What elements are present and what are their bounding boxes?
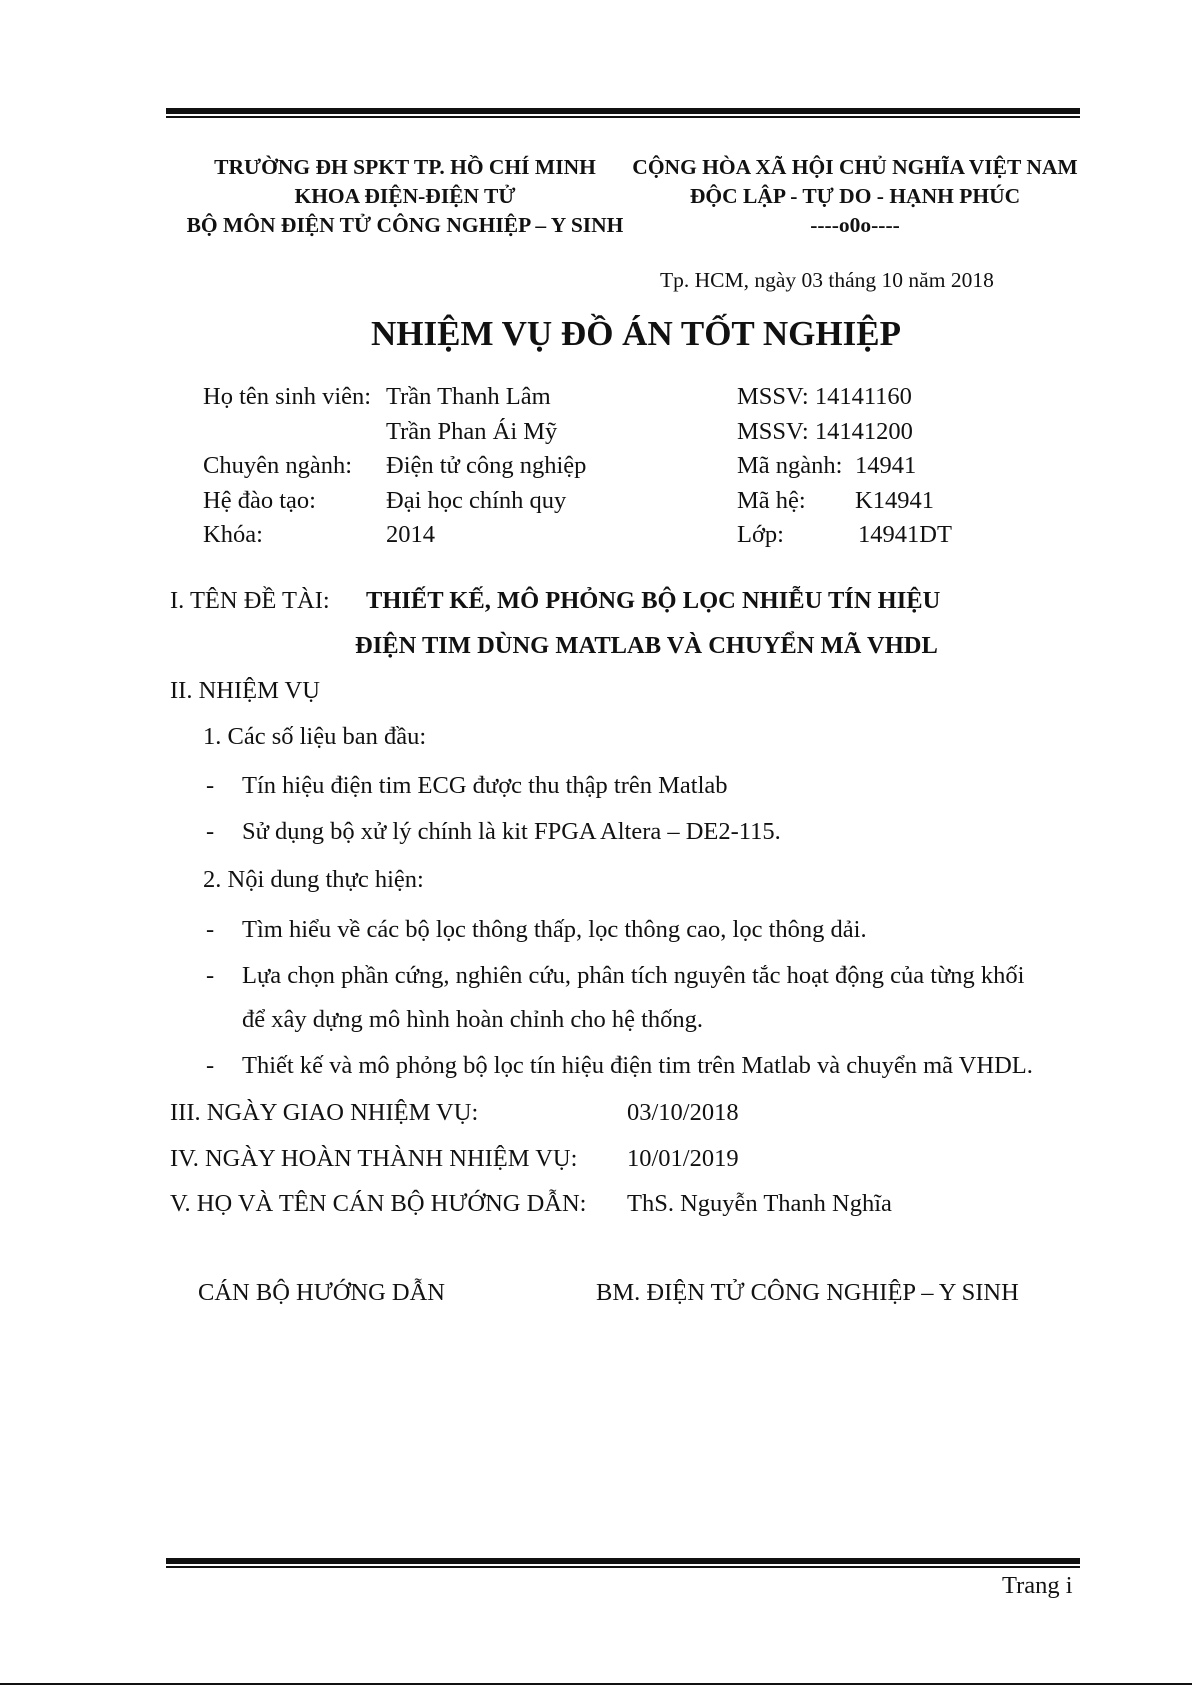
student-id-2: MSSV: 14141200 [737,418,913,445]
topic-title-line1: THIẾT KẾ, MÔ PHỎNG BỘ LỌC NHIỄU TÍN HIỆU [366,587,941,614]
student-name-2: Trần Phan Ái Mỹ [386,418,558,445]
class-label: Lớp: [737,521,784,548]
major-code-value: 14941 [855,452,917,479]
content-item-1: Tìm hiểu về các bộ lọc thông thấp, lọc thông cao, lọc thông dải. [242,916,867,943]
content-item-3: Thiết kế và mô phỏng bộ lọc tín hiệu điện tim trên Matlab và chuyển mã VHDL. [242,1052,1033,1079]
student-id-1: MSSV: 14141160 [737,383,912,410]
top-rule-thick [166,108,1080,114]
major-code-label: Mã ngành: [737,452,843,479]
section5-label: V. HỌ VÀ TÊN CÁN BỘ HƯỚNG DẪN: [170,1190,587,1217]
signature-advisor: CÁN BỘ HƯỚNG DẪN [198,1279,445,1306]
topic-title-line2: ĐIỆN TIM DÙNG MATLAB VÀ CHUYỂN MÃ VHDL [355,632,938,659]
department-name: BỘ MÔN ĐIỆN TỬ CÔNG NGHIỆP – Y SINH [186,213,624,237]
section4-label: IV. NGÀY HOÀN THÀNH NHIỆM VỤ: [170,1145,578,1172]
content-item-2-line1: Lựa chọn phần cứng, nghiên cứu, phân tích nguyên tắc hoạt động của từng khối [242,962,1025,989]
bullet-dash: - [206,962,215,989]
page-number: Trang i [1002,1572,1073,1599]
country-name: CỘNG HÒA XÃ HỘI CHỦ NGHĨA VIỆT NAM [632,155,1078,179]
major-label: Chuyên ngành: [203,452,353,479]
course-label: Khóa: [203,521,263,548]
page-title: NHIỆM VỤ ĐỒ ÁN TỐT NGHIỆP [371,314,901,353]
bullet-dash: - [206,916,215,943]
initial-data-item-1: Tín hiệu điện tim ECG được thu thập trên Matlab [242,772,728,799]
date-line: Tp. HCM, ngày 03 tháng 10 năm 2018 [660,268,994,292]
advisor-name: ThS. Nguyễn Thanh Nghĩa [627,1190,892,1217]
bullet-dash: - [206,818,215,845]
section2-label: II. NHIỆM VỤ [170,677,320,704]
section3-label: III. NGÀY GIAO NHIỆM VỤ: [170,1099,479,1126]
course-value: 2014 [386,521,435,548]
bullet-dash: - [206,1052,215,1079]
top-rule-thin [166,116,1080,118]
school-name: TRƯỜNG ĐH SPKT TP. HỒ CHÍ MINH [214,155,596,179]
student-name-1: Trần Thanh Lâm [386,383,551,410]
content-item-2-line2: để xây dựng mô hình hoàn chỉnh cho hệ thống. [242,1006,704,1033]
section1-label: I. TÊN ĐỀ TÀI: [170,587,330,614]
content-heading: 2. Nội dung thực hiện: [203,866,424,893]
initial-data-item-2: Sử dụng bộ xử lý chính là kit FPGA Altera – DE2-115. [242,818,781,845]
signature-department: BM. ĐIỆN TỬ CÔNG NGHIỆP – Y SINH [596,1279,1019,1306]
faculty-name: KHOA ĐIỆN-ĐIỆN TỬ [294,184,516,208]
system-value: Đại học chính quy [386,487,567,514]
student-label: Họ tên sinh viên: [203,383,372,410]
assign-date: 03/10/2018 [627,1099,739,1126]
major-value: Điện tử công nghiệp [386,452,587,479]
bottom-rule-thick [166,1558,1080,1564]
system-code-label: Mã hệ: [737,487,806,514]
bottom-rule-thin [166,1566,1080,1568]
completion-date: 10/01/2019 [627,1145,739,1172]
class-value: 14941DT [858,521,952,548]
system-label: Hệ đào tạo: [203,487,316,514]
system-code-value: K14941 [855,487,934,514]
initial-data-heading: 1. Các số liệu ban đầu: [203,723,427,750]
bullet-dash: - [206,772,215,799]
country-motto: ĐỘC LẬP - TỰ DO - HẠNH PHÚC [689,184,1021,208]
ornament-line: ----o0o---- [810,213,900,237]
